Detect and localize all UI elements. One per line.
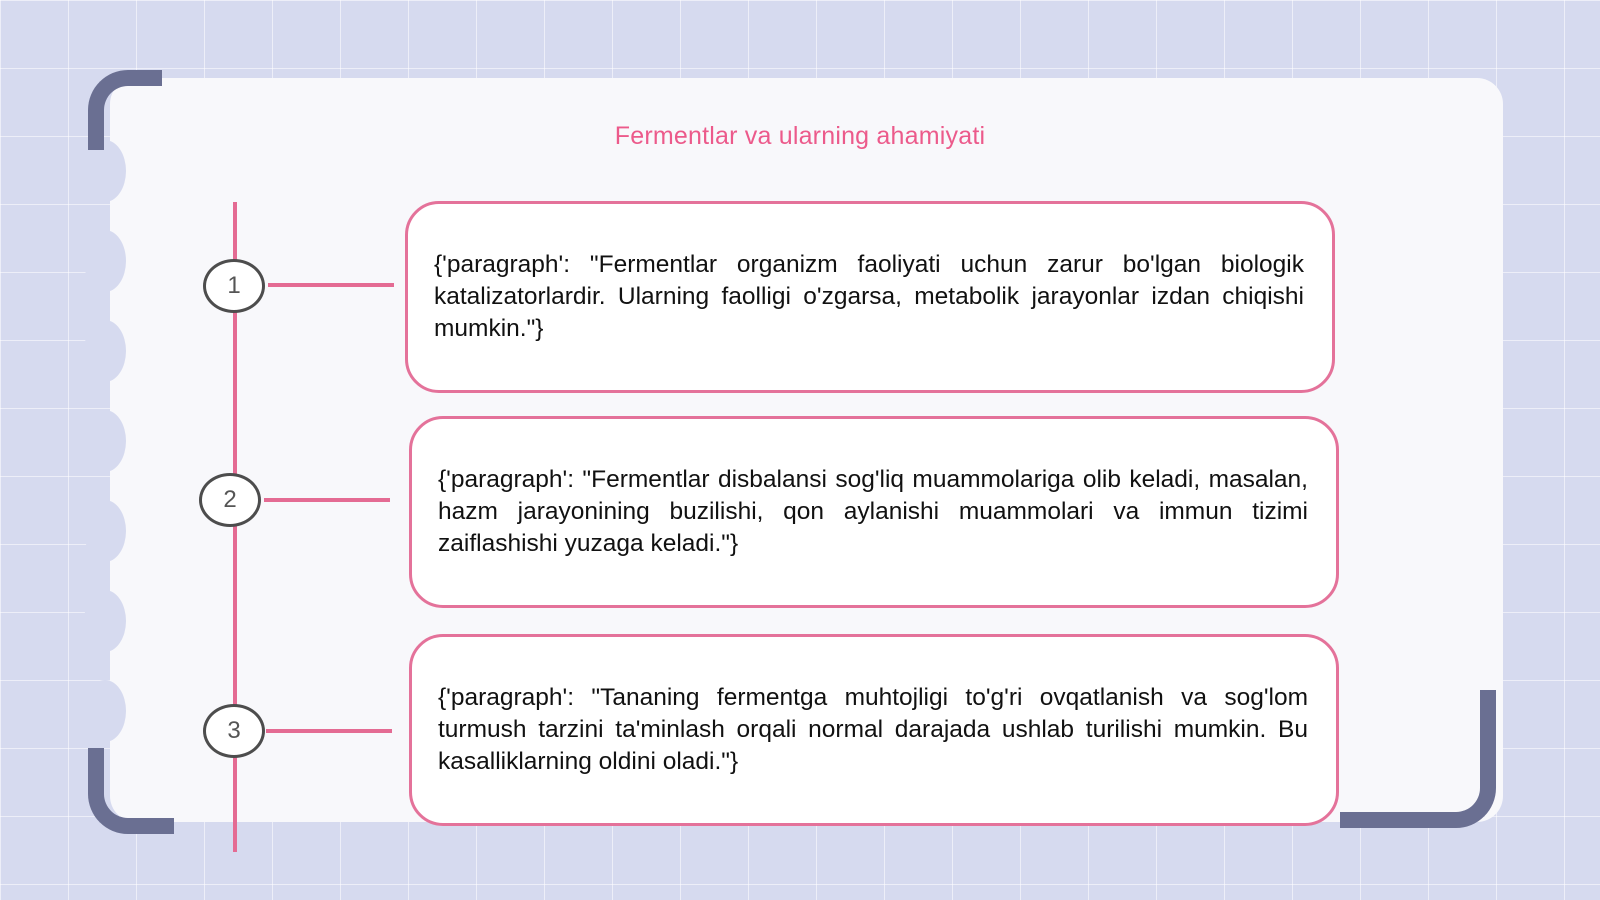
paper-notch [84, 590, 126, 652]
paper-notch [84, 410, 126, 472]
timeline-marker-1 [203, 259, 265, 313]
paper-notch [84, 680, 126, 742]
card-text: {'paragraph': "Fermentlar disbalansi sog'liq muammolariga olib keladi, masalan, hazm jarayonining buzilishi, qon aylanishi muammolari va immun tizimi zaiflashishi yuzaga keladi."} [438, 466, 1308, 557]
card-text: {'paragraph': "Tananing fermentga muhtojligi to'g'ri ovqatlanish va sog'lom turmush tarzini ta'minlash orqali normal darajada ushlab turilishi mumkin. Bu kasalliklarning oldini oladi."} [438, 684, 1308, 775]
timeline-connector [268, 283, 394, 287]
timeline-marker-2 [199, 473, 261, 527]
corner-bracket-bottom-right [1340, 690, 1496, 828]
paper-notch [84, 230, 126, 292]
corner-bracket-bottom-left [88, 748, 174, 834]
marker-number: 1 [227, 272, 241, 299]
timeline-card-3 [409, 634, 1339, 826]
marker-number: 3 [227, 717, 241, 744]
card-text: {'paragraph': "Fermentlar organizm faoliyati uchun zarur bo'lgan biologik katalizatorlardir. Ularning faolligi o'zgarsa, metabolik jarayonlar izdan chiqishi mumkin."} [434, 251, 1304, 342]
timeline-connector [266, 729, 392, 733]
paper-notch [84, 500, 126, 562]
paper-notch [84, 320, 126, 382]
timeline-connector [264, 498, 390, 502]
slide-title: Fermentlar va ularning ahamiyati [614, 122, 986, 150]
marker-number: 2 [223, 486, 237, 513]
timeline-marker-3 [203, 704, 265, 758]
timeline-card-1 [405, 201, 1335, 393]
timeline-card-2 [409, 416, 1339, 608]
